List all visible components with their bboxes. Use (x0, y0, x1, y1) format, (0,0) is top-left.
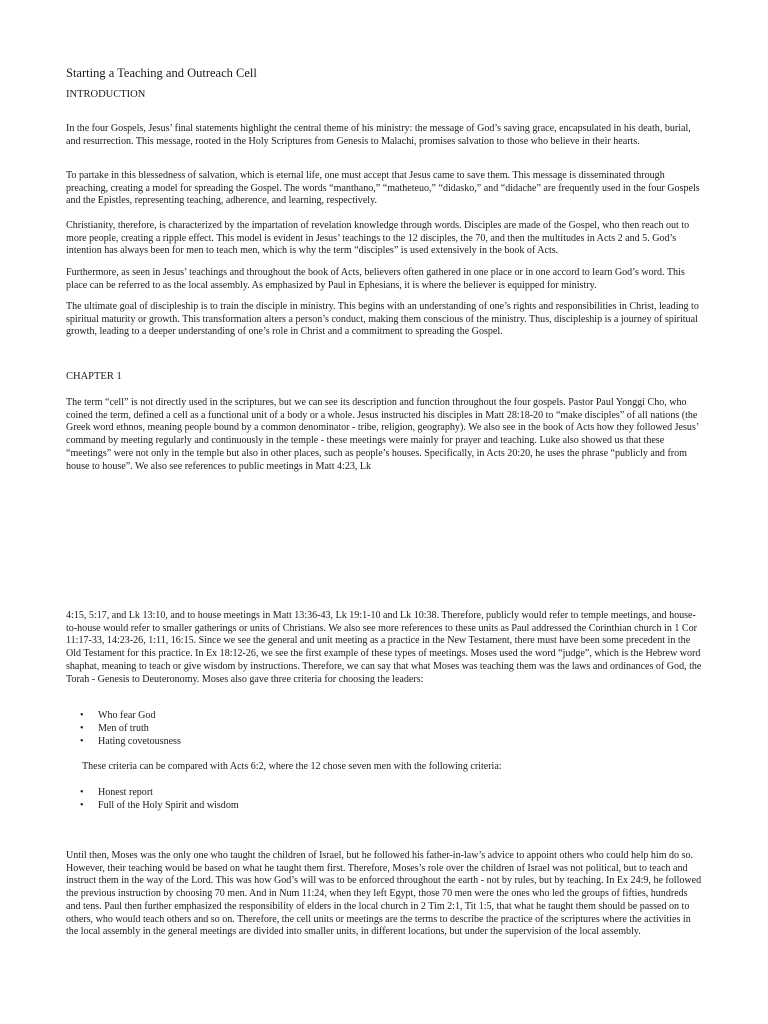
list-item-text: Full of the Holy Spirit and wisdom (98, 799, 239, 811)
chapter-paragraph: 4:15, 5:17, and Lk 13:10, and to house meetings in Matt 13:36-43, Lk 19:1-10 and Lk 10:38. Therefore, publicly would refer to temple meetings, and house-to-house would refer to smaller gatherings or units of Christians. We also see more references to these units as Paul addressed the Corinthian church in 1 Cor 11:17-33, 14:23-26, 1:11, 16:15. Since we see the general and unit meeting as a practice in the New Testament, there must have been some precedent in the Old Testament for this practice. In Ex 18:12-26, we see the first example of these types of meetings. Moses used the word “judge”, which is the Hebrew word shaphat, meaning to teach or give wisdom by instructions. Therefore, we can say that what Moses was teaching them was the laws and ordinances of God, the Torah - Genesis to Deuteronomy. Moses also gave three criteria for choosing the leaders: (66, 610, 702, 685)
list-item (66, 736, 686, 749)
list-item (66, 710, 686, 723)
intro-paragraph: To partake in this blessedness of salvation, which is eternal life, one must accept that Jesus came to save them. This message is disseminated through preaching, creating a model for spreading the Gospel. The words “manthano,” “matheteuo,” “didasko,” and “didache” are frequently used in the four Gospels and the Epistles, representing teaching, adherence, and learning, respectively. (66, 170, 700, 207)
chapter-paragraph: Until then, Moses was the only one who taught the children of Israel, but he followed his father-in-law’s advice to appoint others who could help him do so. However, their teaching would be based on what he taught them first. Therefore, Moses’s role over the children of Israel was not political, but to teach and instruct them in the way of the Lord. This was how God’s will was to be enforced throughout the earth - not by rules, but by teaching. In Ex 24:9, he followed the previous instruction by choosing 70 men. And in Num 11:24, when they left Egypt, those 70 men were the ones who led the groups of fifties, hundreds and tens. Paul then further emphasized the responsibility of elders in the local church in 2 Tim 2:1, Tit 1:5, that what he taught them should be passed on to others, who would teach others and so on. Therefore, the cell units or meetings are the terms to describe the practice of the scriptures where the activities in the local assembly in the general meetings are divided into smaller units, in different locations, but under the supervision of the local assembly. (66, 850, 702, 938)
list-item-text: Hating covetousness (98, 735, 181, 747)
introduction-heading: INTRODUCTION (66, 89, 146, 100)
list-item-text: Men of truth (98, 722, 149, 734)
list-item (66, 787, 686, 800)
intro-paragraph: The ultimate goal of discipleship is to train the disciple in ministry. This begins with an understanding of one’s rights and responsibilities in Christ, leading to spiritual maturity or growth. This transformation alters a person’s conduct, making them conscious of the ministry. Thus, discipleship is a journey of spiritual growth, leading to a deeper understanding of one’s role in Christ and a commitment to spreading the Gospel. (66, 301, 699, 338)
bullet-icon: • (80, 799, 84, 811)
list-item-text: Honest report (98, 787, 153, 798)
chapter-heading: CHAPTER 1 (66, 371, 122, 382)
document-title: Starting a Teaching and Outreach Cell (66, 66, 257, 80)
bullet-icon: • (80, 735, 84, 747)
list-item (66, 723, 686, 736)
bullet-icon: • (80, 710, 84, 721)
bullet-icon: • (80, 787, 84, 798)
chapter-paragraph: The term “cell” is not directly used in the scriptures, but we can see its description and function throughout the four gospels. Pastor Paul Yonggi Cho, who coined the term, defined a cell as a functional unit of a body or a whole. Jesus instructed his disciples in Matt 28:18-20 to “make disciples” of all nations (the Greek word ethnos, meaning people bound by a common denominator - tribe, religion, geography). We also see in the book of Acts how they followed Jesus’ command by meeting regularly and continuously in the temple - these meetings were mainly for prayer and teaching. Luke also showed us that these “meetings” were not only in the temple but also in other places, such as people’s houses. Specifically, in Acts 20:20, he uses the phrase “publicly and from house to house”. We also see references to public meetings in Matt 4:23, Lk (66, 397, 699, 472)
criteria-list (66, 710, 686, 748)
comparison-text: These criteria can be compared with Acts 6:2, where the 12 chose seven men with the following criteria: (82, 761, 502, 772)
intro-paragraph: In the four Gospels, Jesus’ final statements highlight the central theme of his ministry: the message of God’s saving grace, encapsulated in his death, burial, and resurrection. This message, rooted in the Holy Scriptures from Genesis to Malachi, promises salvation to those who believe in their hearts. (66, 123, 691, 147)
list-item-text: Who fear God (98, 710, 156, 721)
intro-paragraph: Furthermore, as seen in Jesus’ teachings and throughout the book of Acts, believers often gathered in one place or in one accord to learn God’s word. This place can be referred to as the local assembly. As emphasized by Paul in Ephesians, it is where the believer is equipped for ministry. (66, 267, 685, 291)
criteria-list (66, 787, 686, 813)
list-item (66, 800, 686, 813)
bullet-icon: • (80, 722, 84, 734)
intro-paragraph: Christianity, therefore, is characterized by the impartation of revelation knowledge through words. Disciples are made of the Gospel, who then reach out to more people, creating a ripple effect. This model is evident in Jesus’ teachings to the 12 disciples, the 70, and then the multitudes in Acts 2 and 5. God’s intention has always been for men to teach men, which is why the term “disciples” is used extensively in the book of Acts. (66, 220, 690, 257)
